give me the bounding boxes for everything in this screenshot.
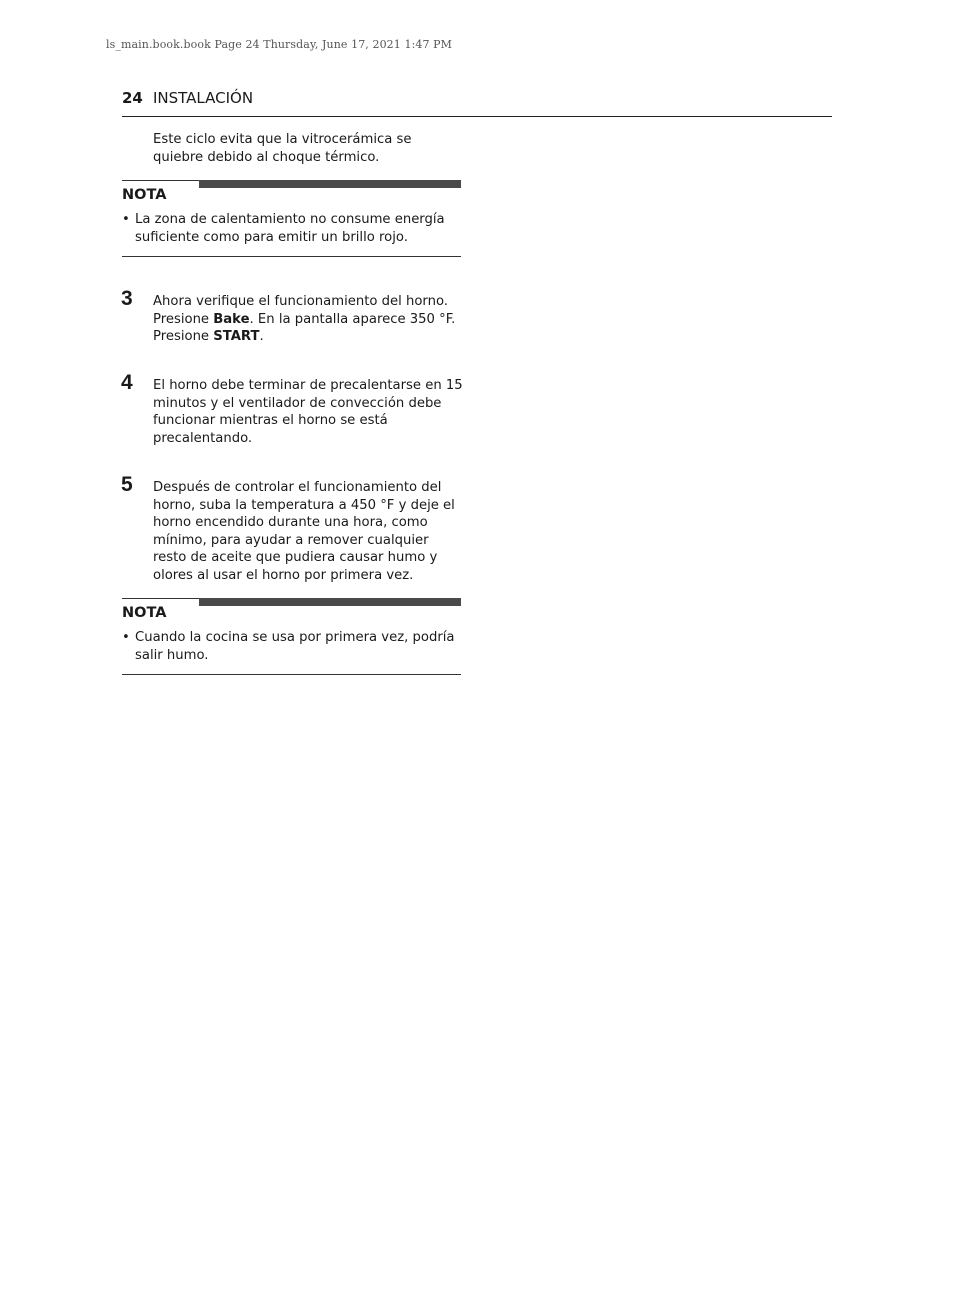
step-4-text: El horno debe terminar de precalentarse en 15 minutos y el ventilador de convección debe funcionar mientras el horno se está precalentando. — [153, 378, 463, 446]
note-item — [122, 211, 461, 246]
step-3-text-a: Ahora verifique el funcionamiento del horno. Presione — [153, 294, 448, 327]
note-rule-bottom — [122, 256, 461, 257]
step-3-start-label: START — [213, 329, 260, 344]
step-3-text-b: . En la pantalla aparece 350 °F. Presione — [153, 311, 456, 344]
bullet-icon: • — [122, 630, 130, 645]
note-title: NOTA — [122, 187, 167, 203]
note-item-text: La zona de calentamiento no consume energía suficiente como para emitir un brillo rojo. — [135, 212, 445, 245]
note-rule-bar — [199, 180, 461, 188]
note-rule-thin — [122, 180, 199, 181]
step-5-text: Después de controlar el funcionamiento del horno, suba la temperatura a 450 °F y deje el horno encendido durante una hora, como mínimo, para ayudar a remover cualquier resto de aceite que pudiera causar humo y olores al usar el horno por primera vez. — [153, 480, 455, 583]
print-slug: ls_main.book.book Page 24 Thursday, June 17, 2021 1:47 PM — [106, 38, 453, 51]
note-rule-thin — [122, 598, 199, 599]
intro-paragraph: Este ciclo evita que la vitrocerámica se quiebre debido al choque térmico. — [153, 132, 412, 165]
note-rule-bottom — [122, 674, 461, 675]
note-rule-bar — [199, 598, 461, 606]
note-item-text: Cuando la cocina se usa por primera vez, podría salir humo. — [135, 630, 455, 663]
page-header — [122, 88, 832, 117]
note-item — [122, 629, 461, 664]
section-title: INSTALACIÓN — [153, 89, 254, 107]
step-3-text — [153, 293, 463, 346]
bullet-icon: • — [122, 212, 130, 227]
note-title: NOTA — [122, 605, 167, 621]
step-3-text-c: . — [259, 329, 264, 344]
note-box-1 — [122, 180, 461, 257]
note-box-2 — [122, 598, 461, 675]
step-number-3: 3 — [121, 287, 133, 310]
page-number: 24 — [122, 89, 143, 107]
step-3-bake-label: Bake — [213, 311, 250, 327]
step-number-5: 5 — [121, 473, 133, 496]
step-number-4: 4 — [121, 371, 133, 394]
